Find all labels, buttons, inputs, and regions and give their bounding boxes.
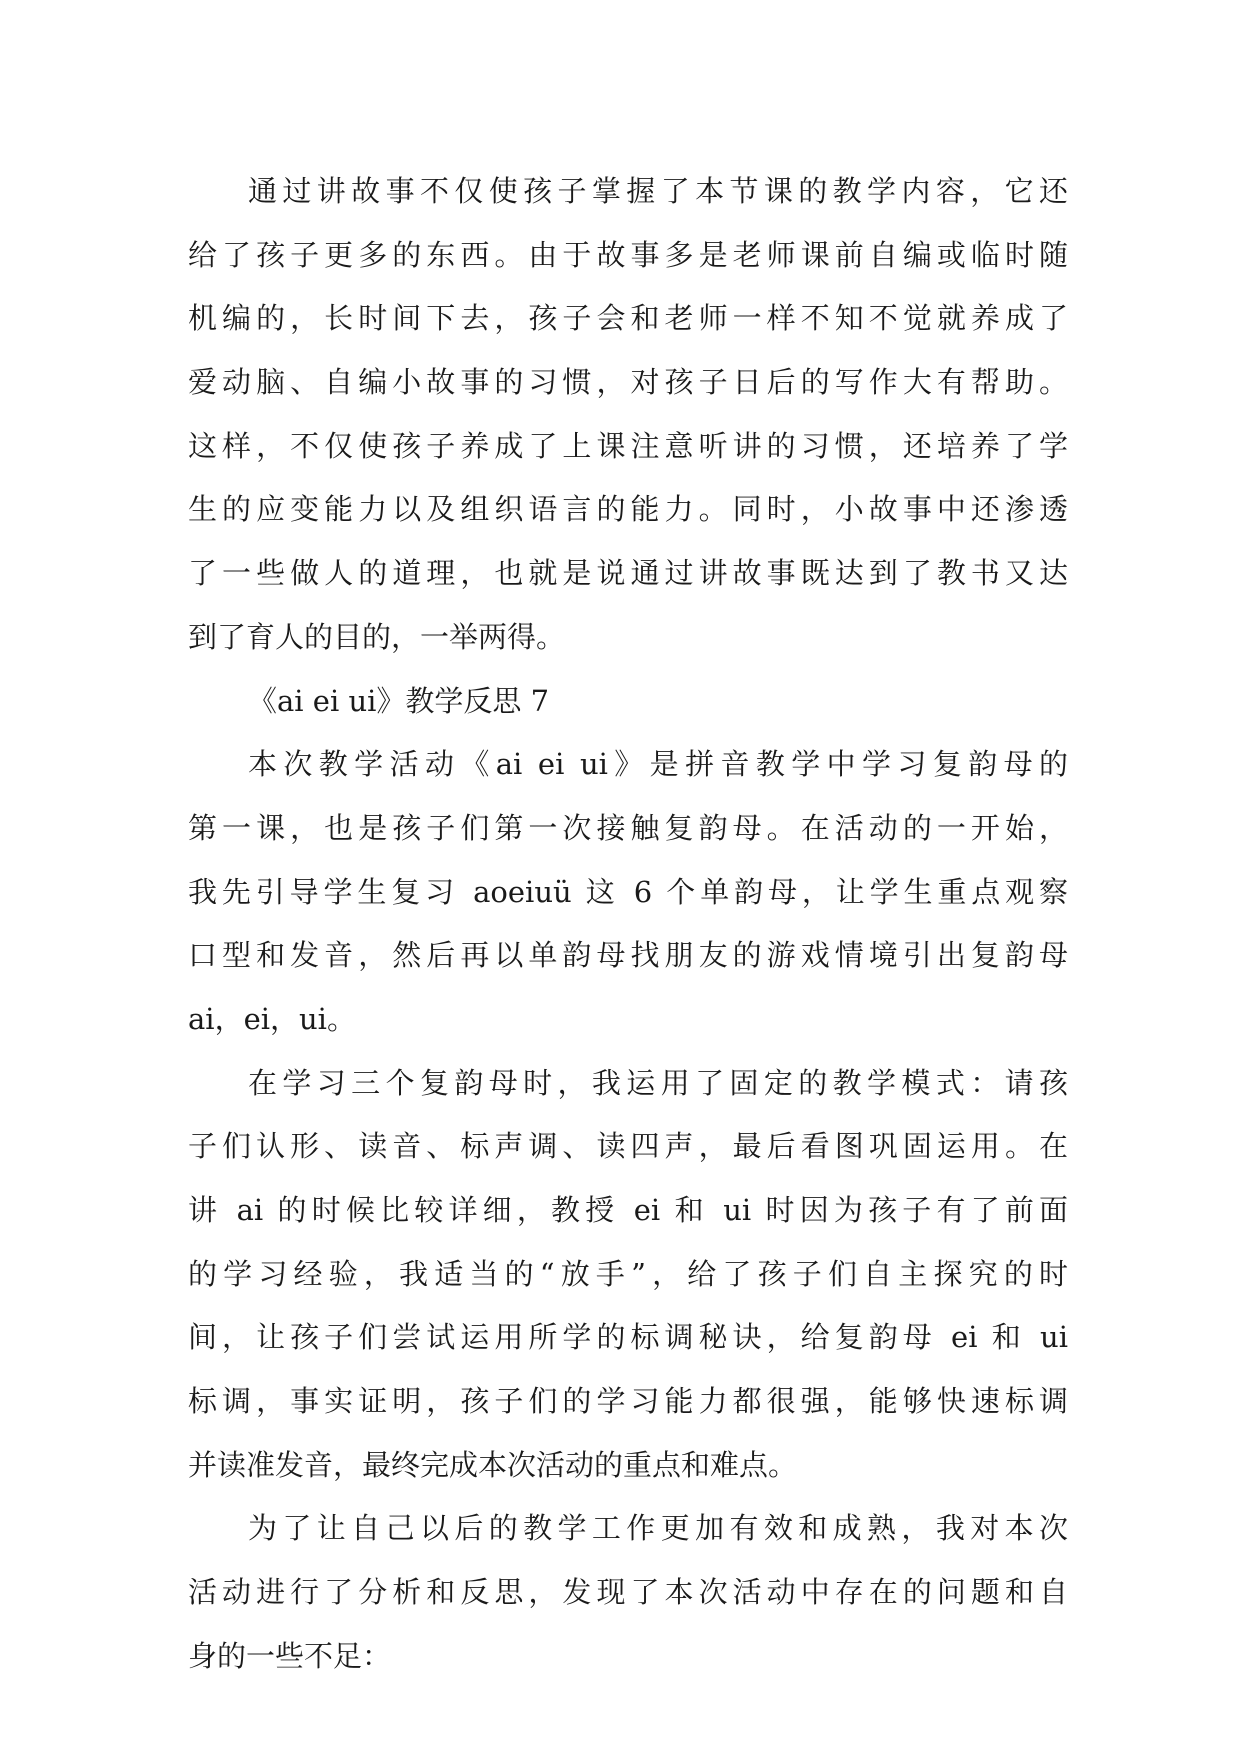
text-line: 我先引导学生复习 aoeiuü 这 6 个单韵母，让学生重点观察 <box>188 874 1068 909</box>
text-line: 间，让孩子们尝试运用所学的标调秘诀，给复韵母 ei 和 ui <box>188 1320 1068 1355</box>
text-line: 了一些做人的道理，也就是说通过讲故事既达到了教书又达 <box>188 556 1068 591</box>
text-line: 第一课，也是孩子们第一次接触复韵母。在活动的一开始， <box>188 810 1068 845</box>
text-line: 爱动脑、自编小故事的习惯，对孩子日后的写作大有帮助。 <box>188 365 1068 400</box>
document-page <box>188 160 1068 1689</box>
text-line: 讲 ai 的时候比较详细，教授 ei 和 ui 时因为孩子有了前面 <box>188 1193 1068 1227</box>
text-line: 到了育人的目的，一举两得。 <box>188 619 566 654</box>
text-line: 并读准发音，最终完成本次活动的重点和难点。 <box>188 1447 798 1482</box>
text-line: 子们认形、读音、标声调、读四声，最后看图巩固运用。在 <box>188 1129 1068 1164</box>
text-line: 为了让自己以后的教学工作更加有效和成熟，我对本次 <box>248 1511 1068 1546</box>
section-heading <box>188 670 1068 734</box>
paragraph <box>188 160 1068 670</box>
text-line: 身的一些不足： <box>188 1638 392 1673</box>
heading-text: 《ai ei ui》教学反思 7 <box>248 683 550 718</box>
text-line: 生的应变能力以及组织语言的能力。同时，小故事中还渗透 <box>188 492 1068 527</box>
text-line: 给了孩子更多的东西。由于故事多是老师课前自编或临时随 <box>188 237 1068 272</box>
text-line: 机编的，长时间下去，孩子会和老师一样不知不觉就养成了 <box>188 301 1068 336</box>
text-line: 在学习三个复韵母时，我运用了固定的教学模式：请孩 <box>248 1065 1068 1100</box>
text-line: 这样，不仅使孩子养成了上课注意听讲的习惯，还培养了学 <box>188 428 1068 463</box>
text-line: 活动进行了分析和反思，发现了本次活动中存在的问题和自 <box>188 1575 1068 1610</box>
text-line: 标调，事实证明，孩子们的学习能力都很强，能够快速标调 <box>188 1384 1068 1419</box>
text-line: 口型和发音，然后再以单韵母找朋友的游戏情境引出复韵母 <box>188 938 1068 973</box>
text-line: 本次教学活动《ai ei ui》是拼音教学中学习复韵母的 <box>248 747 1068 782</box>
paragraph <box>188 733 1068 1051</box>
text-line: 通过讲故事不仅使孩子掌握了本节课的教学内容，它还 <box>248 174 1068 208</box>
text-line: 的学习经验，我适当的“放手”，给了孩子们自主探究的时 <box>188 1256 1068 1291</box>
paragraph <box>188 1497 1068 1688</box>
text-line: ai，ei，ui。 <box>188 1001 356 1036</box>
paragraph <box>188 1052 1068 1498</box>
